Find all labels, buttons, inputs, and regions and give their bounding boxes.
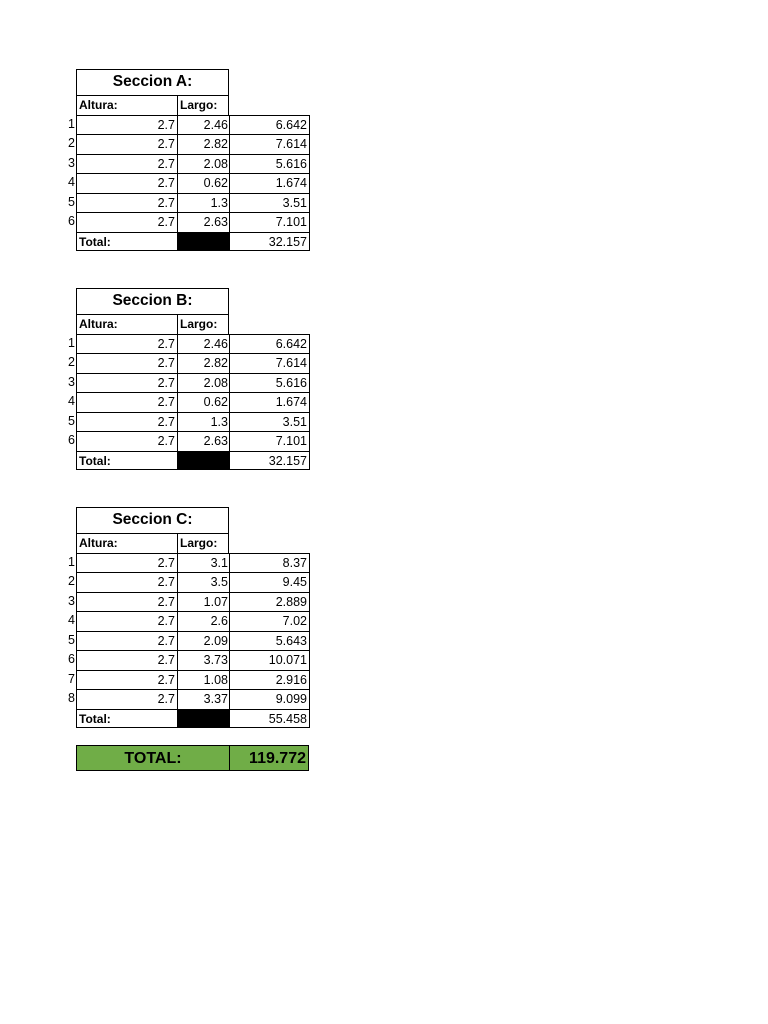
altura-cell[interactable]: 2.7 (76, 154, 177, 174)
table-row (60, 154, 310, 174)
total-label[interactable]: Total: (76, 709, 177, 729)
altura-cell[interactable]: 2.7 (76, 670, 177, 690)
area-cell[interactable]: 1.674 (229, 173, 310, 193)
altura-cell[interactable]: 2.7 (76, 592, 177, 612)
altura-cell[interactable]: 2.7 (76, 373, 177, 393)
row-number: 4 (68, 175, 75, 189)
area-cell[interactable]: 1.674 (229, 392, 310, 412)
largo-cell[interactable]: 1.3 (177, 193, 229, 213)
area-cell[interactable]: 6.642 (229, 334, 310, 354)
area-cell[interactable]: 5.616 (229, 373, 310, 393)
section-title[interactable]: Seccion A: (76, 69, 229, 95)
table-row (60, 334, 310, 354)
table-row (60, 631, 310, 651)
largo-cell[interactable]: 2.63 (177, 431, 229, 451)
area-cell[interactable]: 2.889 (229, 592, 310, 612)
altura-header[interactable]: Altura: (76, 95, 177, 115)
grand-total-value: 119.772 (249, 750, 306, 767)
row-number: 3 (68, 593, 75, 608)
grand-total-label: TOTAL: (77, 746, 230, 770)
altura-cell[interactable]: 2.7 (76, 115, 177, 135)
section-title-row (60, 507, 310, 533)
section-total-value[interactable]: 55.458 (229, 709, 310, 729)
area-cell[interactable]: 9.45 (229, 572, 310, 592)
altura-cell[interactable]: 2.7 (76, 173, 177, 193)
largo-header[interactable]: Largo: (177, 533, 229, 553)
altura-cell[interactable]: 2.7 (76, 553, 177, 573)
table-row (60, 412, 310, 432)
largo-cell[interactable]: 0.62 (177, 392, 229, 412)
row-number: 1 (68, 116, 75, 131)
altura-cell[interactable]: 2.7 (76, 650, 177, 670)
largo-cell[interactable]: 2.63 (177, 212, 229, 232)
table-row (60, 173, 310, 193)
table-row (60, 392, 310, 412)
altura-cell[interactable]: 2.7 (76, 431, 177, 451)
largo-cell[interactable]: 1.3 (177, 412, 229, 432)
row-number: 8 (68, 691, 75, 705)
row-number: 4 (68, 613, 75, 627)
altura-cell[interactable]: 2.7 (76, 689, 177, 709)
total-label[interactable]: Total: (76, 451, 177, 471)
table-row (60, 689, 310, 709)
blank-black-cell[interactable] (177, 709, 229, 729)
total-row (60, 709, 310, 729)
altura-cell[interactable]: 2.7 (76, 572, 177, 592)
table-row (60, 115, 310, 135)
section-title[interactable]: Seccion B: (76, 288, 229, 314)
section-total-value[interactable]: 32.157 (229, 232, 310, 252)
column-header-row (60, 533, 310, 553)
row-number: 4 (68, 394, 75, 408)
altura-cell[interactable]: 2.7 (76, 631, 177, 651)
area-cell[interactable]: 2.916 (229, 670, 310, 690)
table-row (60, 592, 310, 612)
largo-cell[interactable]: 2.09 (177, 631, 229, 651)
table-row (60, 134, 310, 154)
column-header-row (60, 314, 310, 334)
largo-cell[interactable]: 3.73 (177, 650, 229, 670)
table-row (60, 650, 310, 670)
row-number: 1 (68, 554, 75, 569)
largo-cell[interactable]: 2.08 (177, 154, 229, 174)
table-row (60, 212, 310, 232)
row-number: 5 (68, 632, 75, 647)
altura-cell[interactable]: 2.7 (76, 611, 177, 631)
row-number: 1 (68, 335, 75, 350)
area-cell[interactable]: 5.616 (229, 154, 310, 174)
largo-cell[interactable]: 3.1 (177, 553, 229, 573)
blank-black-cell[interactable] (177, 451, 229, 471)
table-row (60, 611, 310, 631)
row-number: 2 (68, 355, 75, 369)
row-number: 2 (68, 574, 75, 588)
altura-cell[interactable]: 2.7 (76, 334, 177, 354)
altura-cell[interactable]: 2.7 (76, 392, 177, 412)
total-row (60, 451, 310, 471)
largo-cell[interactable]: 2.6 (177, 611, 229, 631)
largo-header[interactable]: Largo: (177, 314, 229, 334)
area-cell[interactable]: 3.51 (229, 193, 310, 213)
grand-total-row[interactable] (76, 745, 309, 771)
area-cell[interactable]: 7.614 (229, 353, 310, 373)
area-cell[interactable]: 6.642 (229, 115, 310, 135)
area-cell[interactable]: 5.643 (229, 631, 310, 651)
area-cell[interactable]: 3.51 (229, 412, 310, 432)
altura-cell[interactable]: 2.7 (76, 412, 177, 432)
largo-cell[interactable]: 2.46 (177, 334, 229, 354)
table-row (60, 373, 310, 393)
largo-cell[interactable]: 3.37 (177, 689, 229, 709)
table-row (60, 572, 310, 592)
altura-cell[interactable]: 2.7 (76, 353, 177, 373)
row-number: 5 (68, 413, 75, 428)
area-cell[interactable]: 7.614 (229, 134, 310, 154)
area-cell[interactable]: 9.099 (229, 689, 310, 709)
table-row (60, 193, 310, 213)
largo-cell[interactable]: 0.62 (177, 173, 229, 193)
section-title-row (60, 69, 310, 95)
row-number: 5 (68, 194, 75, 209)
total-row (60, 232, 310, 252)
row-number: 2 (68, 136, 75, 150)
largo-cell[interactable]: 3.5 (177, 572, 229, 592)
largo-cell[interactable]: 2.82 (177, 134, 229, 154)
largo-cell[interactable]: 2.08 (177, 373, 229, 393)
largo-cell[interactable]: 2.82 (177, 353, 229, 373)
row-number: 6 (68, 652, 75, 666)
section-total-value[interactable]: 32.157 (229, 451, 310, 471)
altura-cell[interactable]: 2.7 (76, 212, 177, 232)
row-number: 3 (68, 155, 75, 170)
largo-cell[interactable]: 1.07 (177, 592, 229, 612)
table-row (60, 670, 310, 690)
table-row (60, 353, 310, 373)
altura-header[interactable]: Altura: (76, 533, 177, 553)
table-row (60, 431, 310, 451)
row-number: 6 (68, 433, 75, 447)
altura-cell[interactable]: 2.7 (76, 193, 177, 213)
largo-cell[interactable]: 2.46 (177, 115, 229, 135)
blank-black-cell[interactable] (177, 232, 229, 252)
row-number: 7 (68, 671, 75, 686)
area-cell[interactable]: 7.101 (229, 212, 310, 232)
area-cell[interactable]: 10.071 (229, 650, 310, 670)
area-cell[interactable]: 7.02 (229, 611, 310, 631)
table-row (60, 553, 310, 573)
area-cell[interactable]: 7.101 (229, 431, 310, 451)
largo-header[interactable]: Largo: (177, 95, 229, 115)
row-number: 3 (68, 374, 75, 389)
largo-cell[interactable]: 1.08 (177, 670, 229, 690)
altura-cell[interactable]: 2.7 (76, 134, 177, 154)
total-label[interactable]: Total: (76, 232, 177, 252)
area-cell[interactable]: 8.37 (229, 553, 310, 573)
altura-header[interactable]: Altura: (76, 314, 177, 334)
row-number: 6 (68, 214, 75, 228)
section-title[interactable]: Seccion C: (76, 507, 229, 533)
column-header-row (60, 95, 310, 115)
section-title-row (60, 288, 310, 314)
